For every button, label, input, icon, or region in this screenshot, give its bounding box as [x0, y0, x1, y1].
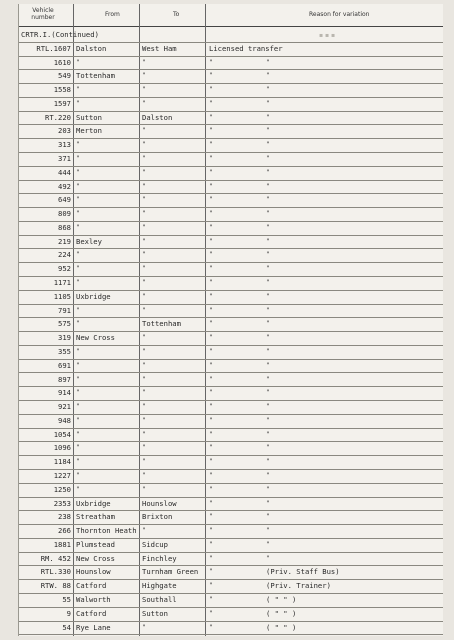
document-sheet [18, 4, 443, 636]
cell-vehicle-number: 649 [58, 195, 71, 205]
table-row [19, 331, 443, 346]
cell-from: New Cross [76, 553, 115, 563]
cell-to: " [142, 86, 146, 94]
table-row [19, 497, 443, 512]
table-row [19, 317, 443, 332]
table-row [19, 97, 443, 112]
table-row [19, 221, 443, 236]
cell-from: " [76, 58, 80, 66]
table-row [19, 441, 443, 456]
table-row [19, 565, 443, 580]
cell-from: New Cross [76, 333, 115, 343]
cell-reason-detail: " [266, 223, 270, 231]
cell-reason: " [209, 347, 213, 355]
cell-vehicle-number: 219 [58, 236, 71, 246]
cell-to: " [142, 265, 146, 273]
cell-from: Thornton Heath [76, 526, 137, 536]
cell-vehicle-number: 224 [58, 250, 71, 260]
table-row [19, 414, 443, 429]
cell-reason-detail: " [266, 196, 270, 204]
cell-from: " [76, 182, 80, 190]
table-row [19, 138, 443, 153]
cell-from: " [76, 210, 80, 218]
cell-vehicle-number: 1171 [53, 278, 71, 288]
table-row [19, 483, 443, 498]
cell-to: " [142, 471, 146, 479]
cell-reason-detail: " [266, 540, 270, 548]
cell-to: " [142, 237, 146, 245]
cell-vehicle-number: 55 [62, 594, 71, 604]
cell-reason: " [209, 554, 213, 562]
cell-reason-detail: " [266, 527, 270, 535]
cell-reason: " [209, 334, 213, 342]
cell-to: " [142, 485, 146, 493]
cell-reason-detail: " [266, 403, 270, 411]
cell-from: " [76, 430, 80, 438]
cell-to: " [142, 251, 146, 259]
header-reason: Reason for variation [309, 11, 370, 18]
cell-to: Dalston [142, 112, 173, 122]
cell-from: Sutton [76, 112, 102, 122]
cell-vehicle-number: 1881 [53, 539, 71, 549]
cell-to: " [142, 444, 146, 452]
cell-to: Southall [142, 594, 177, 604]
cell-reason-detail: ( " " ) [266, 608, 297, 618]
cell-vehicle-number: 54 [62, 622, 71, 632]
cell-reason-detail: " [266, 513, 270, 521]
cell-reason-detail: " [266, 251, 270, 259]
cell-reason: " [209, 416, 213, 424]
cell-vehicle-number: 575 [58, 319, 71, 329]
cell-reason-detail: ( " " ) [266, 622, 297, 632]
table-row [19, 538, 443, 553]
cell-from: " [76, 196, 80, 204]
cell-vehicle-number: 444 [58, 167, 71, 177]
cell-reason: " [209, 141, 213, 149]
cell-vehicle-number: 203 [58, 126, 71, 136]
header-from: From [105, 11, 120, 18]
cell-vehicle-number: 1250 [53, 484, 71, 494]
cell-to: " [142, 223, 146, 231]
cell-vehicle-number: RT.220 [45, 112, 71, 122]
cell-from: Tottenham [76, 71, 115, 81]
cell-reason-detail: " [266, 265, 270, 273]
cell-reason-detail: " [266, 389, 270, 397]
cell-to: " [142, 389, 146, 397]
cell-to: " [142, 196, 146, 204]
cell-from: " [76, 389, 80, 397]
cell-from: " [76, 223, 80, 231]
cell-reason: " [209, 168, 213, 176]
cell-vehicle-number: RTL.1607 [36, 43, 71, 53]
cell-reason: " [209, 444, 213, 452]
cell-from: " [76, 279, 80, 287]
cell-from: Walworth [76, 594, 111, 604]
cell-to: " [142, 168, 146, 176]
table-row [19, 579, 443, 594]
cell-from: " [76, 458, 80, 466]
cell-reason: " [209, 568, 213, 576]
table-row [19, 304, 443, 319]
table-row [19, 235, 443, 250]
table-row [19, 510, 443, 525]
cell-reason-detail: " [266, 554, 270, 562]
cell-reason: " [209, 513, 213, 521]
cell-from: Catford [76, 608, 107, 618]
cell-reason-detail: " [266, 113, 270, 121]
cell-reason: " [209, 58, 213, 66]
cell-reason-detail: " [266, 168, 270, 176]
cell-vehicle-number: 313 [58, 140, 71, 150]
cell-vehicle-number: 948 [58, 415, 71, 425]
cell-reason-detail: " [266, 210, 270, 218]
cell-vehicle-number: CRTR.I.(Continued) [21, 30, 99, 39]
cell-from: Dalston [76, 43, 107, 53]
cell-from: " [76, 168, 80, 176]
cell-reason-detail: " [266, 58, 270, 66]
cell-vehicle-number: 897 [58, 374, 71, 384]
cell-from: Bexley [76, 236, 102, 246]
table-row [19, 428, 443, 443]
cell-reason-detail: " [266, 306, 270, 314]
cell-from: " [76, 375, 80, 383]
cell-reason-detail: (Priv. Trainer) [266, 581, 331, 591]
table-row [19, 193, 443, 208]
cell-reason: " [209, 375, 213, 383]
cell-reason-detail: " [266, 72, 270, 80]
cell-to: Turnham Green [142, 567, 199, 577]
cell-reason-detail: " [266, 155, 270, 163]
cell-from: " [76, 444, 80, 452]
cell-from: " [76, 141, 80, 149]
cell-to: Sidcup [142, 539, 168, 549]
cell-reason-detail: ( " " ) [266, 594, 297, 604]
cell-vehicle-number: 868 [58, 222, 71, 232]
cell-vehicle-number: 921 [58, 402, 71, 412]
cell-from: " [76, 485, 80, 493]
cell-reason-detail: " [266, 458, 270, 466]
cell-reason-detail: " [266, 375, 270, 383]
cell-from: Uxbridge [76, 291, 111, 301]
cell-reason: " [209, 320, 213, 328]
cell-from: " [76, 320, 80, 328]
cell-from: " [76, 416, 80, 424]
cell-reason-detail: " [266, 292, 270, 300]
cell-reason: " [209, 237, 213, 245]
cell-to: " [142, 403, 146, 411]
cell-reason: " [209, 527, 213, 535]
cell-from: " [76, 265, 80, 273]
cell-from: " [76, 86, 80, 94]
cell-vehicle-number: 355 [58, 346, 71, 356]
cell-from: " [76, 99, 80, 107]
cell-to: Hounslow [142, 498, 177, 508]
cell-reason-detail: " [266, 141, 270, 149]
cell-reason-detail: " [266, 279, 270, 287]
cell-from: Uxbridge [76, 498, 111, 508]
cell-to: " [142, 292, 146, 300]
cell-to: " [142, 182, 146, 190]
cell-reason: " [209, 471, 213, 479]
cell-vehicle-number: 492 [58, 181, 71, 191]
cell-reason-detail: " [266, 361, 270, 369]
cell-from: Hounslow [76, 567, 111, 577]
cell-vehicle-number: 1096 [53, 443, 71, 453]
cell-to: " [142, 527, 146, 535]
cell-vehicle-number: 1558 [53, 85, 71, 95]
cell-from: " [76, 306, 80, 314]
cell-to: " [142, 72, 146, 80]
table-row [19, 180, 443, 195]
cell-to: " [142, 430, 146, 438]
table-row [19, 345, 443, 360]
cell-reason: " [209, 155, 213, 163]
cell-reason: " [209, 389, 213, 397]
cell-reason: " [209, 99, 213, 107]
table-row [19, 124, 443, 139]
cell-from: Merton [76, 126, 102, 136]
cell-vehicle-number: 9 [66, 608, 71, 618]
cell-reason: " [209, 223, 213, 231]
cell-reason: " [209, 279, 213, 287]
cell-reason-detail: " [266, 499, 270, 507]
cell-reason: " [209, 86, 213, 94]
cell-reason-detail: " [266, 430, 270, 438]
cell-vehicle-number: 266 [58, 526, 71, 536]
cell-to: " [142, 210, 146, 218]
table-header [19, 4, 443, 27]
table-row [19, 400, 443, 415]
table-row [19, 386, 443, 401]
cell-vehicle-number: 2353 [53, 498, 71, 508]
cell-vehicle-number: RTW. 88 [40, 581, 71, 591]
table-row [19, 552, 443, 567]
cell-reason: " [209, 361, 213, 369]
cell-to: " [142, 347, 146, 355]
cell-vehicle-number: 791 [58, 305, 71, 315]
table-row [19, 524, 443, 539]
cell-vehicle-number: 1105 [53, 291, 71, 301]
cell-reason: " [209, 72, 213, 80]
table-row [19, 248, 443, 263]
cell-to: " [142, 141, 146, 149]
cell-vehicle-number: 371 [58, 154, 71, 164]
header-vehicle: Vehicle number [31, 7, 55, 21]
cell-reason-detail: " [266, 99, 270, 107]
cell-reason-detail: " [266, 86, 270, 94]
cell-to: Sutton [142, 608, 168, 618]
cell-vehicle-number: 914 [58, 388, 71, 398]
table-row [19, 152, 443, 167]
cell-to: " [142, 458, 146, 466]
cell-to: " [142, 127, 146, 135]
cell-vehicle-number: 691 [58, 360, 71, 370]
cell-reason: " [209, 210, 213, 218]
cell-reason: " [209, 485, 213, 493]
cell-reason: " [209, 113, 213, 121]
cell-vehicle-number: 952 [58, 264, 71, 274]
cell-to: " [142, 334, 146, 342]
cell-reason: " [209, 623, 213, 631]
table-row [19, 593, 443, 608]
cell-reason: " [209, 540, 213, 548]
cell-reason: " [209, 127, 213, 135]
cell-to: Brixton [142, 512, 173, 522]
cell-reason-detail: " [266, 334, 270, 342]
cell-vehicle-number: RTL.330 [40, 567, 71, 577]
cell-from: Rye Lane [76, 622, 111, 632]
cell-reason: " [209, 403, 213, 411]
cell-vehicle-number: 1227 [53, 470, 71, 480]
table-row [19, 166, 443, 181]
table-row [19, 290, 443, 305]
cell-to: " [142, 623, 146, 631]
cell-from: " [76, 403, 80, 411]
cell-reason-detail: " [266, 444, 270, 452]
cell-reason: " [209, 182, 213, 190]
cell-reason: " [209, 292, 213, 300]
table-row [19, 69, 443, 84]
cell-from: " [76, 361, 80, 369]
cell-to: " [142, 58, 146, 66]
cell-vehicle-number: 319 [58, 333, 71, 343]
cell-reason: " [209, 196, 213, 204]
cell-to: " [142, 416, 146, 424]
table-row [19, 359, 443, 374]
cell-from: " [76, 155, 80, 163]
cell-reason: " [209, 306, 213, 314]
cell-from: Catford [76, 581, 107, 591]
cell-reason-detail: " [266, 485, 270, 493]
table-row [19, 111, 443, 126]
cell-to: West Ham [142, 43, 177, 53]
table-row [19, 455, 443, 470]
cell-to: " [142, 306, 146, 314]
cell-reason-detail: " [266, 320, 270, 328]
cell-to: Finchley [142, 553, 177, 563]
table-row [19, 83, 443, 98]
table-row [19, 42, 443, 57]
cell-vehicle-number: 1610 [53, 57, 71, 67]
table-row [19, 373, 443, 388]
cell-reason: " [209, 582, 213, 590]
cell-vehicle-number: 549 [58, 71, 71, 81]
cell-to: Tottenham [142, 319, 181, 329]
cell-vehicle-number: 1184 [53, 457, 71, 467]
cell-vehicle-number: 1597 [53, 98, 71, 108]
table-row [19, 607, 443, 622]
cell-reason-detail: " [266, 471, 270, 479]
cell-to: " [142, 361, 146, 369]
cell-reason: Licensed transfer [209, 43, 283, 53]
table-row [19, 207, 443, 222]
cell-reason-detail: " [266, 182, 270, 190]
cell-from: " [76, 347, 80, 355]
header-to: To [173, 11, 180, 18]
cell-from: Streatham [76, 512, 115, 522]
cell-vehicle-number: 238 [58, 512, 71, 522]
cell-reason-detail: (Priv. Staff Bus) [266, 567, 340, 577]
cell-to: " [142, 99, 146, 107]
cell-vehicle-number: 1054 [53, 429, 71, 439]
table-row [19, 56, 443, 71]
cell-reason-detail: " [266, 347, 270, 355]
cell-reason-detail: " [266, 237, 270, 245]
table-row [19, 276, 443, 291]
cell-reason-detail: " [266, 416, 270, 424]
cell-reason: " [209, 609, 213, 617]
cell-to: " [142, 155, 146, 163]
cell-reason: " [209, 430, 213, 438]
cell-reason: " [209, 499, 213, 507]
table-row [19, 621, 443, 636]
cell-vehicle-number: 809 [58, 209, 71, 219]
cell-to: Highgate [142, 581, 177, 591]
cell-to: " [142, 375, 146, 383]
cell-from: Plumstead [76, 539, 115, 549]
table-row [19, 262, 443, 277]
table-row [19, 469, 443, 484]
bleed-through-text: ▪ ▪ ▪ [319, 32, 336, 39]
cell-reason: " [209, 251, 213, 259]
table-row [19, 28, 443, 43]
cell-reason-detail: " [266, 127, 270, 135]
cell-from: " [76, 471, 80, 479]
cell-reason: " [209, 458, 213, 466]
cell-to: " [142, 279, 146, 287]
cell-reason: " [209, 595, 213, 603]
cell-vehicle-number: RM. 452 [40, 553, 71, 563]
cell-from: " [76, 251, 80, 259]
cell-reason: " [209, 265, 213, 273]
